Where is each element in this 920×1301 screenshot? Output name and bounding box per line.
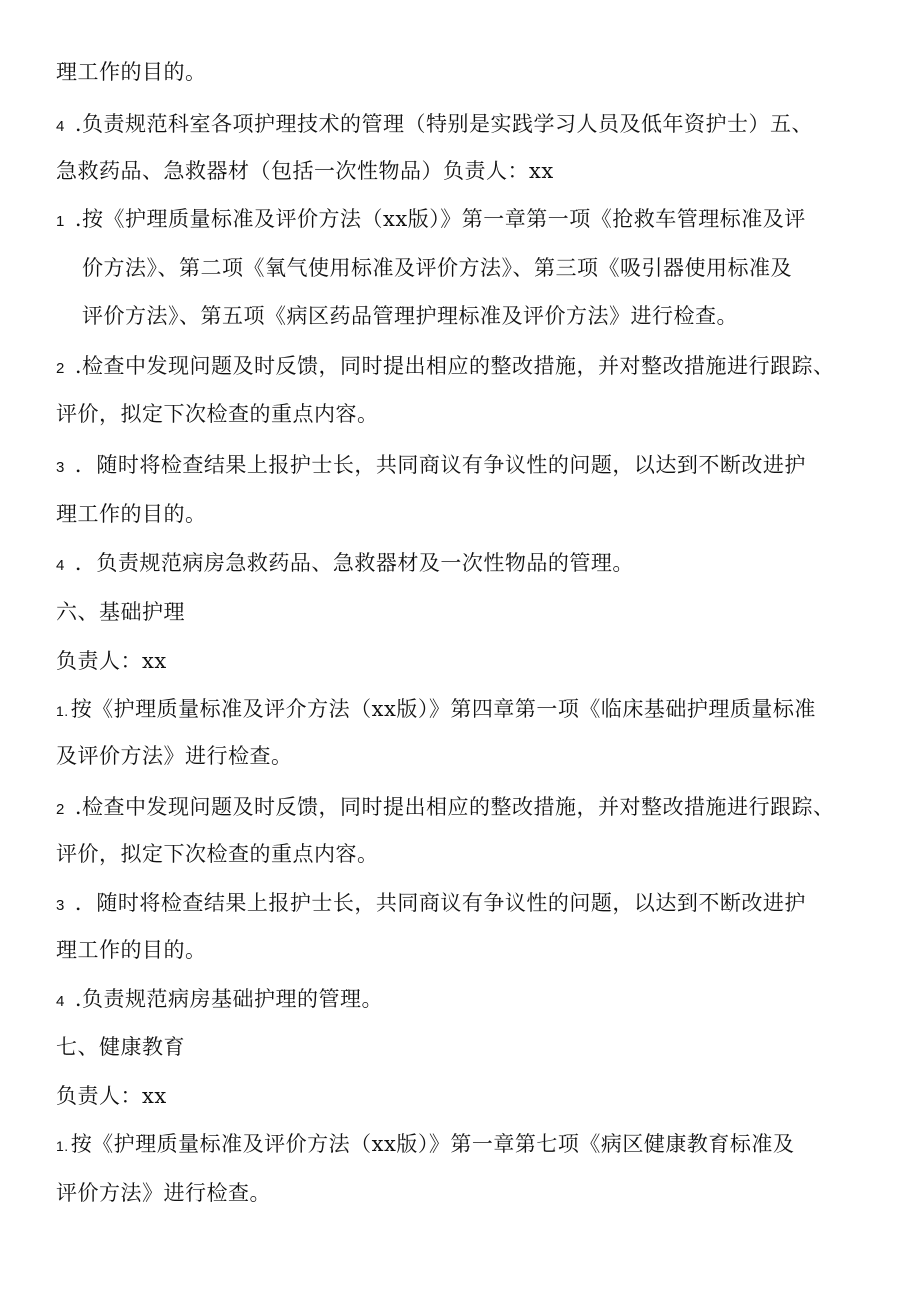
line-text: ．随时将检查结果上报护士长，共同商议有争议性的问题，以达到不断改进护 <box>74 453 806 477</box>
text-line <box>56 500 207 528</box>
line-text: 价方法》、第二项《氧气使用标准及评价方法》、第三项《吸引器使用标准及 <box>82 256 792 280</box>
line-text: 理工作的目的。 <box>56 938 207 962</box>
text-line <box>56 1179 271 1207</box>
line-text: 六、基础护理 <box>56 600 185 624</box>
list-item <box>56 985 383 1016</box>
line-text: 理工作的目的。 <box>56 60 207 84</box>
list-item <box>56 549 634 580</box>
item-number: 2 <box>56 801 65 818</box>
item-number: 1. <box>56 1138 69 1154</box>
text-line <box>56 840 379 868</box>
list-item <box>56 889 806 920</box>
line-text: 按《护理质量标准及评价方法（xx版）》第一章第七项《病区健康教育标准及 <box>70 1132 795 1156</box>
line-text: 评价方法》进行检查。 <box>56 1181 271 1205</box>
line-text: 及评价方法》进行检查。 <box>56 744 293 768</box>
item-number: 1 <box>56 213 65 230</box>
line-text: 评价方法》、第五项《病区药品管理护理标准及评价方法》进行检查。 <box>82 304 738 328</box>
list-item <box>56 205 806 236</box>
list-item <box>56 352 835 383</box>
line-text: 急救药品、急救器材（包括一次性物品）负责人：xx <box>56 159 554 183</box>
text-line <box>56 936 207 964</box>
list-item <box>56 1130 794 1160</box>
text-line <box>56 742 293 770</box>
line-text: 评价，拟定下次检查的重点内容。 <box>56 402 379 426</box>
text-line <box>56 647 167 675</box>
text-line <box>82 254 792 282</box>
line-text: ．随时将检查结果上报护士长，共同商议有争议性的问题，以达到不断改进护 <box>74 891 806 915</box>
line-text: .负责规范病房基础护理的管理。 <box>74 987 384 1011</box>
text-line <box>56 1082 167 1110</box>
item-number: 4 <box>56 557 65 574</box>
line-text: 负责人：xx <box>56 649 167 673</box>
section-heading <box>56 1033 185 1061</box>
item-number: 2 <box>56 360 65 377</box>
line-text: 七、健康教育 <box>56 1035 185 1059</box>
list-item <box>56 451 806 482</box>
line-text: ．负责规范病房急救药品、急救器材及一次性物品的管理。 <box>74 551 634 575</box>
line-text: .检查中发现问题及时反馈，同时提出相应的整改措施，并对整改措施进行跟踪、 <box>74 354 835 378</box>
line-text: 负责人：xx <box>56 1084 167 1108</box>
list-item <box>56 793 835 824</box>
item-number: 3 <box>56 459 65 476</box>
item-number: 4 <box>56 118 65 135</box>
line-text: 评价，拟定下次检查的重点内容。 <box>56 842 379 866</box>
line-text: 理工作的目的。 <box>56 502 207 526</box>
section-heading <box>56 598 185 626</box>
line-text: .按《护理质量标准及评价方法（xx版）》第一章第一项《抢救车管理标准及评 <box>74 207 806 231</box>
item-number: 4 <box>56 993 65 1010</box>
line-text: .检查中发现问题及时反馈，同时提出相应的整改措施，并对整改措施进行跟踪、 <box>74 795 835 819</box>
line-text: 按《护理质量标准及评介方法（xx版）》第四章第一项《临床基础护理质量标准 <box>70 697 816 721</box>
list-item <box>56 110 813 141</box>
text-line <box>82 302 738 330</box>
item-number: 3 <box>56 897 65 914</box>
line-text: .负责规范科室各项护理技术的管理（特别是实践学习人员及低年资护士）五、 <box>74 112 814 136</box>
list-item <box>56 695 816 725</box>
text-line <box>56 58 207 86</box>
text-line <box>56 400 379 428</box>
item-number: 1. <box>56 703 69 719</box>
text-line <box>56 157 554 185</box>
